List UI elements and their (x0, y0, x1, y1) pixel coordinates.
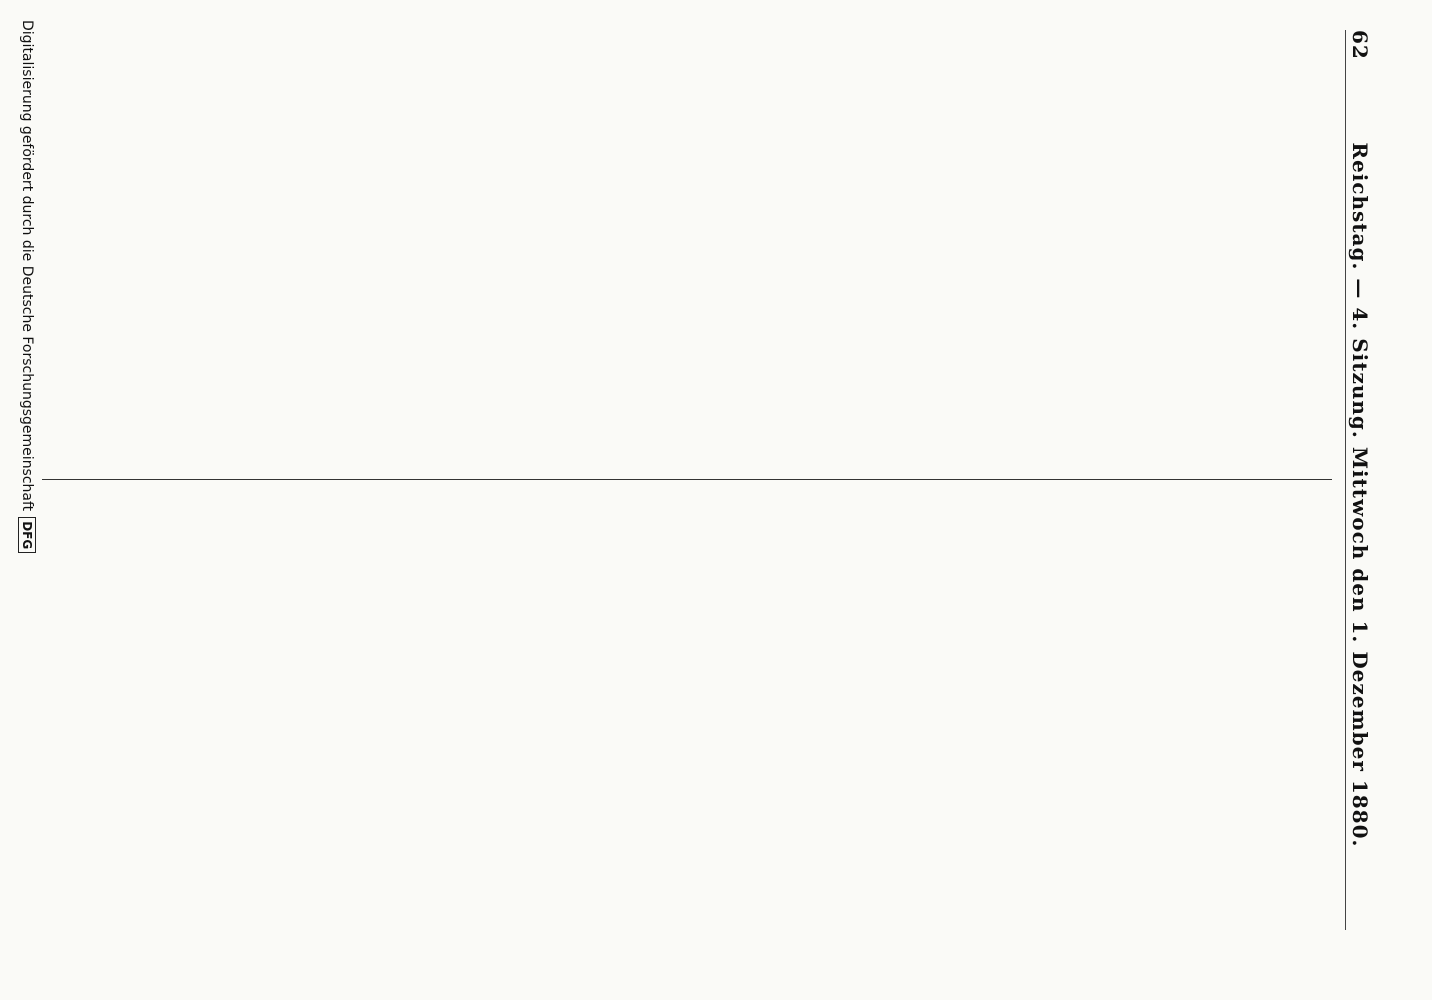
column-right (42, 480, 1332, 930)
digitization-credit (7, 0, 47, 1000)
page-number: 62 (1348, 30, 1372, 60)
running-title: Reichstag. — 4. Sitzung. Mittwoch den 1. Dezember 1880. (1348, 142, 1372, 848)
dfg-logo: DFG (18, 517, 36, 553)
credit-text: Digitalisierung gefördert durch die Deutsche Forschungsgemeinschaft (19, 20, 35, 512)
column-left (42, 30, 1332, 480)
page-header (1345, 30, 1372, 930)
text-columns (42, 30, 1332, 950)
